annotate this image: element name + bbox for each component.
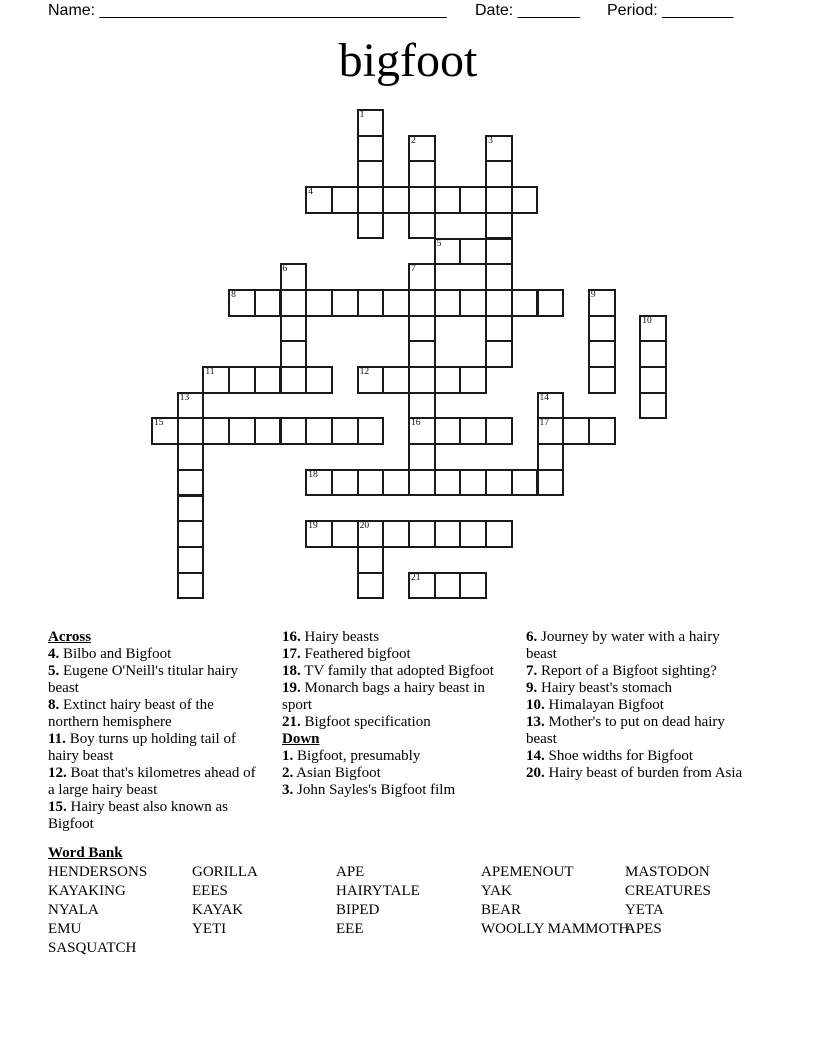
grid-cell-r7c7[interactable]: [331, 289, 359, 317]
grid-cell-r14c1[interactable]: [177, 469, 205, 497]
period-label: Period:: [607, 2, 658, 19]
grid-cell-r18c10[interactable]: [408, 572, 436, 600]
grid-cell-r7c15[interactable]: [537, 289, 565, 317]
grid-cell-r4c10[interactable]: [408, 212, 436, 240]
grid-cell-r17c8[interactable]: [357, 546, 385, 574]
down-section-header: Down: [282, 731, 320, 747]
grid-cell-r12c7[interactable]: [331, 417, 359, 445]
grid-cell-r5c12[interactable]: [459, 238, 487, 266]
grid-cell-r10c19[interactable]: [639, 366, 667, 394]
period-blank-line[interactable]: ________: [662, 2, 734, 19]
grid-cell-r12c1[interactable]: [177, 417, 205, 445]
clue-down-10: 10. Himalayan Bigfoot: [526, 697, 664, 713]
grid-cell-r9c10[interactable]: [408, 340, 436, 368]
word-bank-column-5: [625, 863, 765, 958]
clue-across-19: 19. Monarch bags a hairy beast in sport: [282, 680, 485, 713]
cell-number-12: 12: [359, 367, 370, 377]
grid-cell-r16c11[interactable]: [434, 520, 462, 548]
word-bank-word: WOOLLY MAMMOTH: [481, 921, 630, 937]
grid-cell-r18c11[interactable]: [434, 572, 462, 600]
clue-down-2: 2. Asian Bigfoot: [282, 765, 381, 781]
word-bank-word: SASQUATCH: [48, 940, 137, 956]
grid-cell-r8c10[interactable]: [408, 315, 436, 343]
grid-cell-r3c10[interactable]: [408, 186, 436, 214]
word-bank-column-4: [481, 863, 630, 958]
period-field: [607, 1, 733, 20]
word-bank-word: EEES: [192, 883, 228, 899]
grid-cell-r8c19[interactable]: [639, 315, 667, 343]
grid-cell-r4c13[interactable]: [485, 212, 513, 240]
word-bank-columns: [48, 863, 788, 958]
grid-cell-r7c13[interactable]: [485, 289, 513, 317]
date-label: Date:: [475, 2, 514, 19]
grid-cell-r12c12[interactable]: [459, 417, 487, 445]
clue-down-7: 7. Report of a Bigfoot sighting?: [526, 663, 717, 679]
word-bank-column-2: [192, 863, 336, 958]
grid-cell-r12c5[interactable]: [280, 417, 308, 445]
grid-cell-r7c8[interactable]: [357, 289, 385, 317]
grid-cell-r14c7[interactable]: [331, 469, 359, 497]
grid-cell-r6c10[interactable]: [408, 263, 436, 291]
clue-across-21: 21. Bigfoot specification: [282, 714, 431, 730]
clue-across-4: 4. Bilbo and Bigfoot: [48, 646, 172, 662]
word-bank-word: KAYAKING: [48, 883, 126, 899]
grid-cell-r7c9[interactable]: [382, 289, 410, 317]
clue-down-20: 20. Hairy beast of burden from Asia: [526, 765, 743, 781]
word-bank-word: APE: [336, 864, 365, 880]
grid-cell-r18c12[interactable]: [459, 572, 487, 600]
grid-cell-r1c8[interactable]: [357, 135, 385, 163]
grid-cell-r3c8[interactable]: [357, 186, 385, 214]
clue-down-13: 13. Mother's to put on dead hairy beast: [526, 714, 725, 747]
grid-cell-r14c14[interactable]: [511, 469, 539, 497]
grid-cell-r17c1[interactable]: [177, 546, 205, 574]
clue-down-9: 9. Hairy beast's stomach: [526, 680, 673, 696]
grid-cell-r7c11[interactable]: [434, 289, 462, 317]
cell-number-13: 13: [179, 392, 190, 403]
clue-across-8: 8. Extinct hairy beast of the northern hemisphere: [48, 697, 214, 730]
grid-cell-r9c5[interactable]: [280, 340, 308, 368]
grid-cell-r3c13[interactable]: [485, 186, 513, 214]
grid-cell-r7c10[interactable]: [408, 289, 436, 317]
grid-cell-r14c13[interactable]: [485, 469, 513, 497]
grid-cell-r18c1[interactable]: [177, 572, 205, 600]
cell-number-10: 10: [642, 315, 652, 326]
clue-across-16: 16. Hairy beasts: [282, 629, 380, 645]
grid-cell-r2c13[interactable]: [485, 160, 513, 188]
grid-cell-r3c12[interactable]: [459, 186, 487, 214]
word-bank-word: BEAR: [481, 902, 522, 918]
grid-cell-r10c9[interactable]: [382, 366, 410, 394]
clue-across-18: 18. TV family that adopted Bigfoot: [282, 663, 494, 679]
clue-down-6: 6. Journey by water with a hairy beast: [526, 629, 720, 662]
word-bank-word: YAK: [481, 883, 512, 899]
clue-column-1: [48, 629, 266, 833]
grid-cell-r12c2[interactable]: [202, 417, 230, 445]
grid-cell-r13c15[interactable]: [537, 443, 565, 471]
grid-cell-r14c15[interactable]: [537, 469, 565, 497]
clue-column-3: [526, 629, 748, 782]
grid-cell-r12c13[interactable]: [485, 417, 513, 445]
grid-cell-r12c8[interactable]: [357, 417, 385, 445]
grid-cell-r16c10[interactable]: [408, 520, 436, 548]
grid-cell-r16c6[interactable]: [305, 520, 333, 548]
cell-number-16: 16: [411, 418, 421, 429]
grid-cell-r14c10[interactable]: [408, 469, 436, 497]
grid-cell-r2c8[interactable]: [357, 160, 385, 188]
clue-list: [48, 629, 770, 841]
grid-cell-r3c7[interactable]: [331, 186, 359, 214]
grid-cell-r18c8[interactable]: [357, 572, 385, 600]
grid-cell-r14c8[interactable]: [357, 469, 385, 497]
grid-cell-r12c16[interactable]: [562, 417, 590, 445]
grid-cell-r12c4[interactable]: [254, 417, 282, 445]
cell-number-11: 11: [205, 367, 215, 377]
puzzle-title: bigfoot: [338, 34, 478, 87]
word-bank-word: KAYAK: [192, 902, 244, 918]
cell-number-2: 2: [411, 135, 416, 146]
date-blank-line[interactable]: _______: [517, 2, 580, 19]
grid-cell-r14c9[interactable]: [382, 469, 410, 497]
clue-down-3: 3. John Sayles's Bigfoot film: [282, 782, 456, 798]
grid-cell-r10c12[interactable]: [459, 366, 487, 394]
grid-cell-r7c12[interactable]: [459, 289, 487, 317]
grid-cell-r14c6[interactable]: [305, 469, 333, 497]
clue-across-11: 11. Boy turns up holding tail of hairy beast: [48, 731, 236, 764]
grid-cell-r10c4[interactable]: [254, 366, 282, 394]
clue-down-1: 1. Bigfoot, presumably: [282, 748, 421, 764]
grid-cell-r12c0[interactable]: [151, 417, 179, 445]
date-field: [475, 1, 580, 20]
word-bank-word: NYALA: [48, 902, 99, 918]
word-bank-word: YETI: [192, 921, 227, 937]
cell-number-15: 15: [154, 418, 164, 429]
grid-cell-r15c1[interactable]: [177, 495, 205, 523]
cell-number-21: 21: [411, 572, 421, 583]
name-field: [48, 1, 447, 20]
word-bank: [48, 844, 788, 958]
grid-cell-r9c13[interactable]: [485, 340, 513, 368]
cell-number-3: 3: [488, 135, 493, 146]
grid-cell-r11c10[interactable]: [408, 392, 436, 420]
grid-cell-r2c10[interactable]: [408, 160, 436, 188]
grid-cell-r13c1[interactable]: [177, 443, 205, 471]
cell-number-4: 4: [308, 187, 313, 198]
cell-number-19: 19: [308, 521, 318, 532]
grid-cell-r3c11[interactable]: [434, 186, 462, 214]
clue-across-5: 5. Eugene O'Neill's titular hairy beast: [48, 663, 238, 696]
cell-number-5: 5: [436, 238, 442, 249]
cell-number-6: 6: [282, 264, 288, 275]
clue-down-14: 14. Shoe widths for Bigfoot: [526, 748, 694, 764]
word-bank-column-1: [48, 863, 192, 958]
grid-cell-r8c5[interactable]: [280, 315, 308, 343]
grid-cell-r1c10[interactable]: [408, 135, 436, 163]
word-bank-word: APES: [625, 921, 662, 937]
grid-cell-r10c11[interactable]: [434, 366, 462, 394]
grid-cell-r7c6[interactable]: [305, 289, 333, 317]
grid-cell-r16c8[interactable]: [357, 520, 385, 548]
grid-cell-r10c10[interactable]: [408, 366, 436, 394]
name-blank-line[interactable]: _______________________________________: [99, 2, 447, 19]
grid-cell-r11c15[interactable]: [537, 392, 565, 420]
grid-cell-r3c14[interactable]: [511, 186, 539, 214]
grid-cell-r3c9[interactable]: [382, 186, 410, 214]
clue-across-15: 15. Hairy beast also known as Bigfoot: [48, 799, 228, 832]
grid-cell-r16c9[interactable]: [382, 520, 410, 548]
grid-cell-r3c6[interactable]: [305, 186, 333, 214]
word-bank-word: HAIRYTALE: [336, 883, 420, 899]
grid-cell-r10c2[interactable]: [202, 366, 230, 394]
grid-cell-r8c17[interactable]: [588, 315, 616, 343]
grid-cell-r12c17[interactable]: [588, 417, 616, 445]
word-bank-word: MASTODON: [625, 864, 710, 880]
grid-cell-r16c12[interactable]: [459, 520, 487, 548]
word-bank-word: HENDERSONS: [48, 864, 148, 880]
grid-cell-r12c6[interactable]: [305, 417, 333, 445]
word-bank-word: BIPED: [336, 902, 380, 918]
grid-cell-r12c10[interactable]: [408, 417, 436, 445]
grid-cell-r6c13[interactable]: [485, 263, 513, 291]
clue-column-2: [282, 629, 507, 799]
grid-cell-r10c6[interactable]: [305, 366, 333, 394]
grid-cell-r12c3[interactable]: [228, 417, 256, 445]
grid-cell-r5c13[interactable]: [485, 238, 513, 266]
word-bank-word: EMU: [48, 921, 82, 937]
grid-cell-r1c13[interactable]: [485, 135, 513, 163]
cell-number-14: 14: [539, 392, 549, 403]
grid-cell-r10c17[interactable]: [588, 366, 616, 394]
grid-cell-r0c8[interactable]: [357, 109, 385, 137]
grid-cell-r7c17[interactable]: [588, 289, 616, 317]
grid-cell-r7c5[interactable]: [280, 289, 308, 317]
grid-cell-r10c5[interactable]: [280, 366, 308, 394]
clue-across-12: 12. Boat that's kilometres ahead of a large hairy beast: [48, 765, 256, 798]
cell-number-7: 7: [411, 264, 416, 275]
word-bank-header: Word Bank: [48, 845, 123, 861]
grid-cell-r7c14[interactable]: [511, 289, 539, 317]
grid-cell-r9c17[interactable]: [588, 340, 616, 368]
grid-cell-r16c13[interactable]: [485, 520, 513, 548]
cell-number-9: 9: [590, 289, 596, 300]
word-bank-word: CREATURES: [625, 883, 711, 899]
clue-across-17: 17. Feathered bigfoot: [282, 646, 411, 662]
grid-cell-r10c8[interactable]: [357, 366, 385, 394]
grid-cell-r16c1[interactable]: [177, 520, 205, 548]
across-section-header: Across: [48, 629, 92, 645]
grid-cell-r11c1[interactable]: [177, 392, 205, 420]
word-bank-word: EEE: [336, 921, 364, 937]
grid-cell-r7c3[interactable]: [228, 289, 256, 317]
grid-cell-r5c11[interactable]: [434, 238, 462, 266]
grid-cell-r14c11[interactable]: [434, 469, 462, 497]
grid-cell-r16c7[interactable]: [331, 520, 359, 548]
grid-cell-r6c5[interactable]: [280, 263, 308, 291]
cell-number-18: 18: [308, 469, 318, 480]
word-bank-column-3: [336, 863, 481, 958]
word-bank-word: YETA: [625, 902, 664, 918]
cell-number-17: 17: [539, 418, 549, 429]
grid-cell-r13c10[interactable]: [408, 443, 436, 471]
grid-cell-r9c19[interactable]: [639, 340, 667, 368]
cell-number-8: 8: [231, 289, 236, 300]
grid-cell-r8c13[interactable]: [485, 315, 513, 343]
cell-number-1: 1: [359, 110, 365, 120]
grid-cell-r14c12[interactable]: [459, 469, 487, 497]
cell-number-20: 20: [359, 521, 370, 532]
grid-cell-r12c15[interactable]: [537, 417, 565, 445]
crossword-grid: [151, 109, 671, 599]
grid-cell-r11c19[interactable]: [639, 392, 667, 420]
word-bank-word: APEMENOUT: [481, 864, 574, 880]
grid-cell-r12c11[interactable]: [434, 417, 462, 445]
name-label: Name:: [48, 2, 96, 19]
grid-cell-r4c8[interactable]: [357, 212, 385, 240]
grid-cell-r10c3[interactable]: [228, 366, 256, 394]
grid-cell-r7c4[interactable]: [254, 289, 282, 317]
word-bank-word: GORILLA: [192, 864, 258, 880]
